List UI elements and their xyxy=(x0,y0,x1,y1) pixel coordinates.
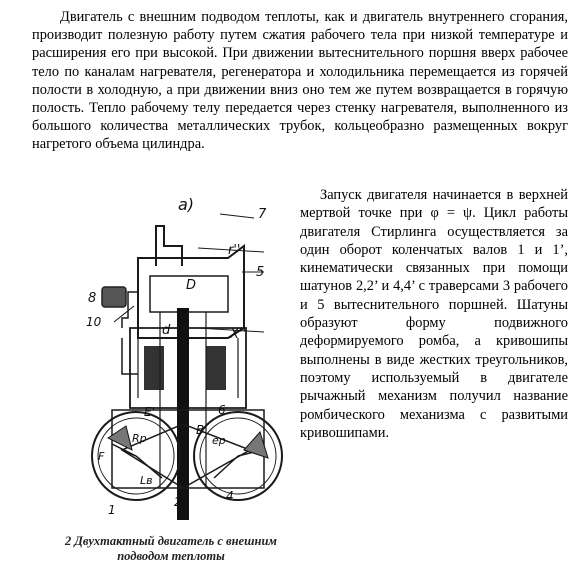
description-paragraph: Запуск двигателя начинается в верхней мертвой точке при φ = ψ. Цикл работы двигателя Стирлинга осуществляется за один оборот коленчатых валов 1 и 1’, кинематически связанных при помощи шатунов 2,2’ и 4,4’ с траверсами 3 рабочего и 5 вытеснительного поршней. Шатуны образуют форму подвижного деформируемого ромба, а кривошипы выполнены в виде жестких треугольников, поэтому используемый в двигателе рычажный механизм получил название ромбического механизма с развитыми кривошипами. xyxy=(300,187,568,441)
label-B: B xyxy=(196,423,205,437)
label-L: Lв xyxy=(140,474,153,487)
label-10: 10 xyxy=(86,315,102,329)
label-a: а) xyxy=(178,195,195,214)
left-port xyxy=(144,346,164,390)
label-6: 6 xyxy=(218,403,226,417)
figure-caption: 2 Двухтактный двигатель с внешним подводом теплоты xyxy=(65,534,277,563)
label-X: X'' xyxy=(230,327,247,342)
label-8: 8 xyxy=(88,291,97,306)
label-4: 4 xyxy=(226,489,234,503)
heater-hook xyxy=(156,226,182,266)
label-1: 1 xyxy=(108,503,116,517)
label-d: d xyxy=(162,323,171,338)
label-D: D xyxy=(186,278,197,293)
label-7: 7 xyxy=(258,207,267,222)
label-F: F xyxy=(98,450,105,463)
label-E: E' xyxy=(144,405,155,419)
label-5: 5 xyxy=(256,265,265,280)
label-r: r'' xyxy=(228,243,241,258)
label-2: 2 xyxy=(174,495,182,509)
label-e: eр xyxy=(212,434,226,447)
right-port xyxy=(206,346,226,390)
label-R: Rp xyxy=(132,432,147,445)
intro-paragraph: Двигатель с внешним подводом теплоты, как и двигатель внутреннего сгорания, производит полезную работу путем сжатия рабочего тела при низкой температуре и расширения его при высокой. При движении вытеснительного поршня вверх рабочее тело по каналам нагревателя, регенератора и холодильника перемещается из горячей полости в холодную, а при движении вниз оно тем же путем возвращается в горячую полость. Тепло рабочему телу передается через стенку нагревателя, выполненного из большого количества металлических трубок, кольцеобразно размещенных вокруг нагретого объема цилиндра. xyxy=(32,9,568,153)
regenerator-box xyxy=(102,287,126,307)
engine-diagram xyxy=(78,188,300,533)
